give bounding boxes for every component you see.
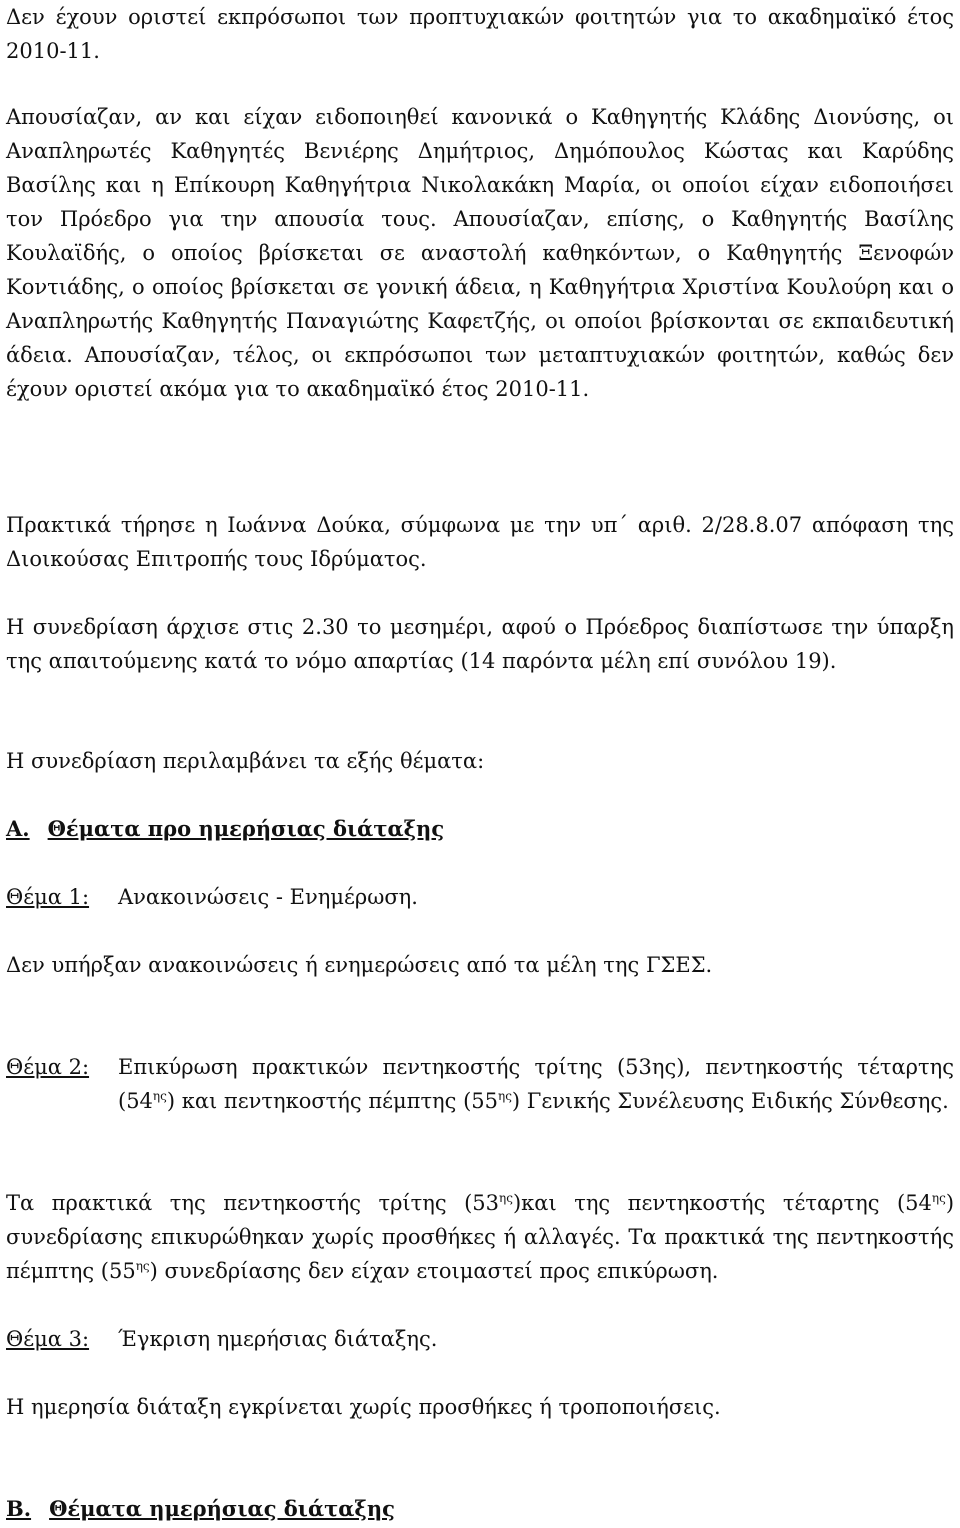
section-b-heading <box>6 1492 954 1526</box>
topic-2-title-part2: ) και πεντηκοστής πέμπτης (55 <box>166 1089 498 1113</box>
topic-2-body-sup2: ης <box>931 1191 946 1205</box>
section-a-title: Θέματα προ ημερήσιας διάταξης <box>47 816 445 841</box>
topic-3-label: Θέμα 3: <box>6 1327 90 1351</box>
topic-3-body: Η ημερησία διάταξη εγκρίνεται χωρίς προσθήκες ή τροποποιήσεις. <box>6 1395 721 1419</box>
paragraph-session-includes: Η συνεδρίαση περιλαμβάνει τα εξής θέματα: <box>6 749 485 773</box>
topic-2 <box>6 1050 954 1118</box>
topic-2-body-part3: ) συνεδρίασης επικυρώθηκαν χωρίς προσθήκες ή αλλαγές. Τα πρακτικά της πεντηκοστής πέμπτης (55 <box>6 1191 955 1283</box>
topic-2-body-part2: )και της πεντηκοστής τέταρτης (54 <box>512 1191 932 1215</box>
section-b-title: Θέματα ημερήσιας διάταξης <box>49 1496 395 1521</box>
topic-2-title-sup2: ης <box>498 1089 512 1103</box>
topic-2-label: Θέμα 2: <box>6 1055 90 1079</box>
paragraph-absentees: Απουσίαζαν, αν και είχαν ειδοποιηθεί κανονικά ο Καθηγητής Κλάδης Διονύσης, οι Αναπληρωτές Καθηγητές Βενιέρης Δημήτριος, Δημόπουλος Κώστας και Καρύδης Βασίλης και η Επίκουρη Καθηγήτρια Νικολακάκη Μαρία, οι οποίοι είχαν ειδοποιήσει τον Πρόεδρο για την απουσία τους. Απουσίαζαν, επίσης, ο Καθηγητής Βασίλης Κουλαϊδής, ο οποίος βρίσκεται σε αναστολή καθηκόντων, ο Καθηγητής Ξενοφών Κοντιάδης, ο οποίος βρίσκεται σε γονική άδεια, η Καθηγήτρια Χριστίνα Κουλούρη και ο Αναπληρωτής Καθηγητής Παναγιώτης Καφετζής, οι οποίοι βρίσκονται σε εκπαιδευτική άδεια. Απουσίαζαν, τέλος, οι εκπρόσωποι των μεταπτυχιακών φοιτητών, καθώς δεν έχουν οριστεί ακόμα για το ακαδημαϊκό έτος 2010-11. <box>6 105 954 401</box>
topic-2-body <box>6 1186 954 1288</box>
topic-2-title-part1: Επικύρωση πρακτικών πεντηκοστής τρίτης (53ης), πεντηκοστής τέταρτης (54 <box>118 1055 954 1113</box>
topic-3 <box>6 1322 954 1356</box>
topic-2-title <box>118 1050 954 1118</box>
topic-2-body-part4: ) συνεδρίασης δεν είχαν ετοιμαστεί προς επικύρωση. <box>149 1259 719 1283</box>
topic-2-title-part3: ) Γενικής Συνέλευσης Ειδικής Σύνθεσης. <box>511 1089 949 1113</box>
section-a-letter: Α. <box>6 816 30 841</box>
topic-2-body-sup3: ης <box>135 1259 150 1273</box>
topic-2-body-sup1: ης <box>499 1191 513 1205</box>
section-b-letter: Β. <box>6 1496 32 1521</box>
paragraph-minutes-keeper: Πρακτικά τήρησε η Ιωάννα Δούκα, σύμφωνα με την υπ΄ αριθ. 2/28.8.07 απόφαση της Διοικούσας Επιτροπής τους Ιδρύματος. <box>6 513 954 571</box>
topic-2-body-part1: Τα πρακτικά της πεντηκοστής τρίτης (53 <box>6 1191 500 1215</box>
paragraph-representatives: Δεν έχουν οριστεί εκπρόσωποι των προπτυχιακών φοιτητών για το ακαδημαϊκό έτος 2010-11. <box>6 5 954 63</box>
topic-1-label: Θέμα 1: <box>6 885 90 909</box>
topic-3-title: Έγκριση ημερήσιας διάταξης. <box>118 1327 438 1351</box>
topic-1-title: Ανακοινώσεις - Ενημέρωση. <box>118 885 418 909</box>
topic-2-title-sup1: ης <box>152 1089 167 1103</box>
topic-1-body: Δεν υπήρξαν ανακοινώσεις ή ενημερώσεις από τα μέλη της ΓΣΕΣ. <box>6 953 713 977</box>
paragraph-session-start: Η συνεδρίαση άρχισε στις 2.30 το μεσημέρι, αφού ο Πρόεδρος διαπίστωσε την ύπαρξη της απαιτούμενης κατά το νόμο απαρτίας (14 παρόντα μέλη επί συνόλου 19). <box>6 615 954 673</box>
topic-1 <box>6 880 954 914</box>
section-a-heading <box>6 812 954 846</box>
